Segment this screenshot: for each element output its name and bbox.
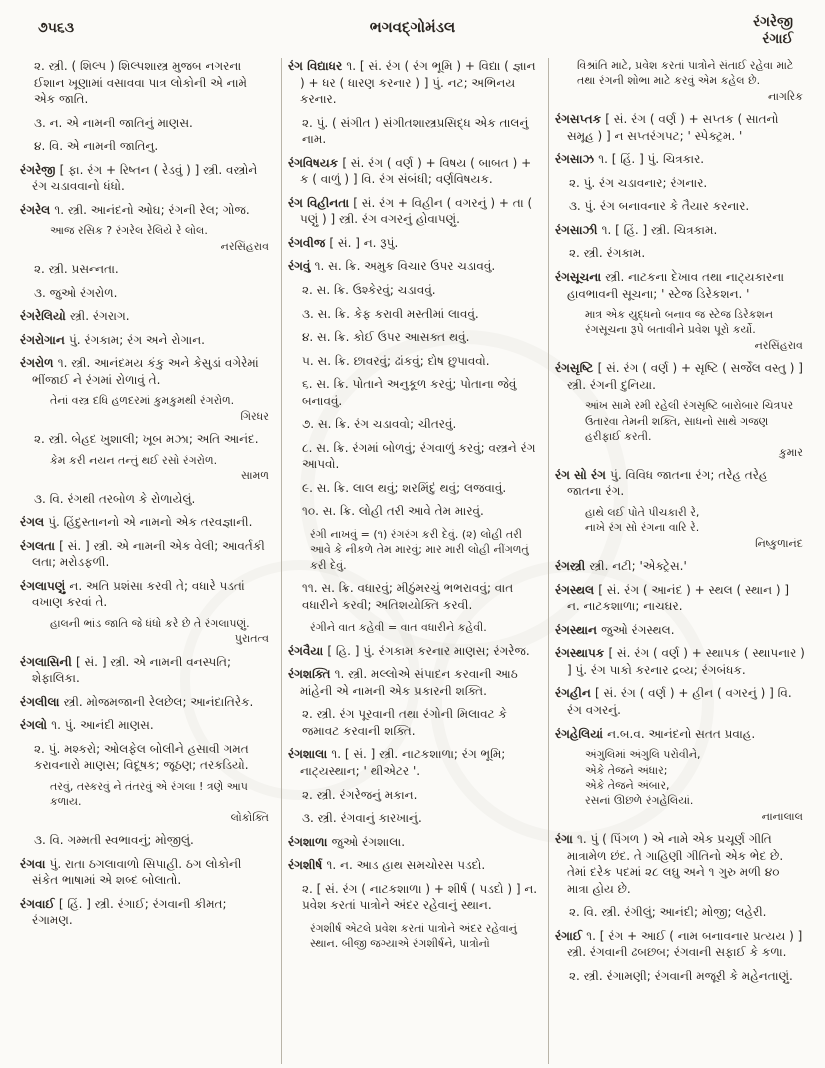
dict-quote — [555, 307, 805, 353]
dict-note — [555, 58, 805, 104]
dict-entry: રંગશીર્ષ ૧. ન. આડ હાથ સમચોરસ પડદો. — [287, 858, 486, 873]
dict-sense: ૨. પું. મશ્કરો; ઓલફેલ બોલીને હસાવી ગમત કરાવનારો માણસ; વિદૂષક; જૂઠણ; તરકડિયો. — [34, 741, 249, 773]
headword: રંગરેજી — [20, 162, 60, 177]
guide-word-bottom: રંગાઈ — [762, 30, 793, 47]
citation: નાનાલાલ — [761, 809, 803, 823]
headword: રંગ સો રંગ — [554, 467, 611, 482]
headword: રંગાઈ — [554, 928, 587, 943]
dict-entry: રંગરેલિયો સ્ત્રી. રંગરાગ. — [20, 309, 130, 324]
quote-line: એકે તેજને અંધાર; — [584, 763, 668, 777]
headword: રંગલીલા — [20, 694, 64, 709]
dict-sense: ૨. પું. ( સંગીત ) સંગીતશાસ્ત્રપ્રસિદ્ધ એક તાલનું નામ. — [301, 115, 529, 147]
quote-line: વિશ્રાંતિ માટે, પ્રવેશ કરતાં પાત્રોને સંતાઈ રહેવા માટે તથા રંગની શોભા માટે કરવું એમ કહેલ છે. — [576, 59, 794, 88]
headword: રંગ વિદ્યાધર — [287, 59, 347, 73]
quote-line: રસનાં ઊછળે રંગહેલિયાં. — [584, 794, 694, 808]
dict-note — [288, 527, 538, 573]
dict-entry: રંગરોગાન પું. રંગકામ; રંગ અને રોગાન. — [20, 332, 205, 347]
headword: રંગશક્તિ — [287, 667, 335, 682]
headword: રંગશાળા — [287, 834, 332, 849]
dict-sense: ૩. સ. ક્રિ. કેફ કરાવી મસ્તીમાં લાવવું. — [301, 306, 479, 321]
column-1 — [14, 58, 281, 1064]
dict-entry: રંગસ્થાપક [ સં. રંગ ( વર્ણ ) + સ્થાપક ( સ્થાપનાર ) ] પું. રંગ પાકો કરનાર દ્રવ્ય; રંગબંધક. — [554, 646, 805, 677]
dict-entry: રંગ વિહીનતા [ સં. રંગ + વિહીન ( વગરનું ) + તા ( પણું ) ] સ્ત્રી. રંગ વગરનું હોવાપણું. — [287, 195, 533, 227]
guide-words — [753, 14, 793, 48]
citation: નાગરિક — [768, 89, 803, 103]
dict-sense: ૨. સ્ત્રી. પ્રસન્નતા. — [34, 262, 119, 277]
dict-sense: ૨. સ્ત્રી. બેહદ ખુશાલી; ખૂબ મઝા; અતિ આનંદ. — [34, 432, 259, 447]
citation: નરસિંહરાવ — [220, 239, 269, 253]
dict-entry: રંગલ પું. હિંદુસ્તાનનો એ નામનો એક તરવજ્ઞાની. — [20, 515, 253, 530]
dict-note — [288, 921, 538, 952]
quote-line: એકે તેજને અંબાર, — [584, 778, 670, 792]
dict-sense: ૨. [ સં. રંગ ( નાટકશાળા ) + શીર્ષ ( પડદો ) ] ન. પ્રવેશ કરતાં પાત્રોને અંદર રહેવાનું સ્થાન. — [301, 881, 538, 913]
dict-sense: ૫. સ. ક્રિ. છાવરવું; ઢાંકવું; દોષ છુપાવવો. — [301, 353, 490, 368]
citation: સામળ — [241, 469, 269, 483]
headword: રંગરોળ — [20, 356, 58, 371]
dict-entry: રંગવાઈ [ હિં. ] સ્ત્રી. રંગાઈ; રંગવાની કીમત; રંગામણ. — [20, 896, 227, 928]
dict-entry: રંગસાઝ ૧. [ હિં. ] પું. ચિત્રકાર. — [554, 152, 705, 167]
dict-sense: ૧૦. સ. ક્રિ. લોહી તરી આવે તેમ મારવું. — [301, 504, 484, 519]
dict-sense: ૩. સ્ત્રી. રંગવાનું કારખાનું. — [301, 811, 422, 826]
dict-sense: ૨. પું. રંગ ચડાવનાર; રંગનાર. — [568, 175, 708, 190]
page-header — [0, 14, 825, 54]
dict-entry: રંગરેજી [ ફા. રંગ + રિષ્તન ( રેડવું ) ] સ્ત્રી. વસ્ત્રોને રંગ ચડાવવાનો ધંધો. — [20, 162, 258, 194]
dict-sense: ૮. સ. ક્રિ. રંગમાં બોળવું; રંગવાળું કરવું; વસ્ત્રને રંગ આપવો. — [301, 440, 536, 472]
headword: રંગસાઝ — [554, 152, 599, 167]
headword: રંગસપ્તક — [554, 112, 606, 127]
dict-sense: ૩. ન. એ નામની જાતિનું માણસ. — [34, 115, 193, 130]
dict-entry: રંગશક્તિ ૧. સ્ત્રી. મલ્લોએ સંપાદન કરવાની આઠ માંહેની એ નામની એક પ્રકારની શક્તિ. — [287, 667, 518, 698]
headword: રંગશીર્ષ — [287, 858, 327, 873]
dict-sense: ૨. સ્ત્રી. રંગામણી; રંગવાની મજૂરી કે મહેનતાણું. — [568, 968, 793, 983]
headword: રંગહેલિયાં — [554, 726, 608, 741]
dict-sense: ૪. વિ. એ નામની જાતિનુ. — [34, 139, 159, 154]
dict-sense: ૨. સ્ત્રી. ( શિલ્પ ) શિલ્પશાસ્ત્ર મુજબ નગરના ઈશાન ખૂણામાં વસાવવા પાત્ર લોકોની એ નામે એક જાતિ. — [34, 59, 248, 107]
headword: રંગવા — [20, 856, 50, 871]
dict-entry: રંગલીલા સ્ત્રી. મોજમજાની રેલછેલ; આનંદાતિરેક. — [20, 694, 254, 709]
dict-entry: રંગશાલા ૧. [ સં. ] સ્ત્રી. નાટકશાળા; રંગ ભૂમિ; નાટ્યસ્થાન; ' થીએટર '. — [287, 747, 506, 778]
quote-line: રંગી નાખવું = (૧) રંગરંગ કરી દેવું. (૨) લોહી તરી આવે કે નીકળે તેમ મારવું; માર મારી લોહી નીંગળતું કરી દેવું. — [309, 528, 529, 572]
dict-sense: ૨. વિ. સ્ત્રી. રંગીલું; આનંદી; મોજી; લહેરી. — [568, 905, 767, 920]
headword: રંગહીન — [554, 686, 595, 701]
dict-entry: રંગવા પું. રાતા ઠગલાવાળો સિપાહી. ઠગ લોકોની સંકેત ભાષામાં એ શબ્દ બોલાતો. — [20, 856, 242, 888]
headword: રંગવું — [287, 259, 315, 274]
dict-quote — [20, 453, 271, 484]
headword: રંગસૂચના — [554, 270, 606, 284]
headword: રંગલ — [20, 515, 49, 530]
dict-entry: રંગવિષયક [ સં. રંગ ( વર્ણ ) + વિષય ( બાબત ) + ક ( વાળું ) ] વિ. રંગ સંબંધી; વર્ણવિષયક. — [287, 155, 532, 187]
citation: ગિરધર — [240, 409, 269, 423]
headword: રંગશાલા — [287, 747, 332, 762]
dict-entry: રંગવૈયા [ હિ. ] પું. રંગકામ કરનાર માણસ; રંગરેજ. — [287, 643, 530, 658]
text-columns — [14, 58, 815, 1064]
dict-entry: રંગ સો રંગ પું. વિવિધ જાતના રંગ; તરેહ તરેહ જાતના રંગ. — [554, 467, 768, 499]
quote-line: હાથે લઈ પોતે પીચકારી રે, — [584, 506, 700, 520]
citation: કુમાર — [778, 445, 803, 459]
headword: રંગવૈયા — [287, 643, 328, 658]
column-3 — [548, 58, 815, 1064]
headword: રંગા — [554, 832, 578, 847]
dict-sense: ૯. સ. ક્રિ. લાલ થવું; શરમિંદું થવું; લજવાવું. — [301, 480, 507, 495]
dict-entry: રંગાઈ ૧. [ રંગ + આઈ ( નામ બનાવનાર પ્રત્યય ) ] સ્ત્રી. રંગવાની ઢબછબ; રંગવાની સફાઈ કે કળા. — [554, 928, 803, 960]
dict-entry: રંગલો ૧. પું. આનંદી માણસ. — [20, 718, 154, 733]
dict-entry: રંગરોળ ૧. સ્ત્રી. આનંદમય કંકુ અને કેસુડાં વગેરેમાં ભીંજાઈ ને રંગમાં રોળાવું તે. — [20, 356, 259, 387]
headword: રંગવિષયક — [287, 155, 343, 170]
dict-entry: રંગ વિદ્યાધર ૧. [ સં. રંગ ( રંગ ભૂમિ ) + વિદ્યા ( જ્ઞાન ) + ધર ( ધારણ કરનાર ) ] પું. નટ; અભિનય કરનાર. — [287, 59, 536, 107]
headword: રંગસ્થલ — [554, 582, 599, 597]
dict-quote — [20, 616, 271, 647]
guide-word-top: રંગરેજી — [753, 14, 793, 30]
dict-sense: ૩. વિ. ગમ્મતી સ્વભાવનું; મોજીલું. — [34, 833, 194, 848]
dict-entry: રંગસૃષ્ટિ [ સં. રંગ ( વર્ણ ) + સૃષ્ટિ ( સર્જેલ વસ્તુ ) ] સ્ત્રી. રંગની દુનિયા. — [554, 361, 803, 392]
dict-quote — [20, 779, 271, 825]
dict-entry: રંગલતા [ સં. ] સ્ત્રી. એ નામની એક વેલી; આવર્તકી લતા; મરોડફળી. — [20, 538, 265, 570]
dict-sense: ૧૧. સ. ક્રિ. વધારવું; મીઠુંમરચું ભભરાવવું; વાત વધારીને કરવી; અતિશયોક્તિ કરવી. — [301, 581, 514, 612]
citation: નિષ્કુળાનંદ — [755, 536, 803, 550]
dict-note — [288, 620, 538, 635]
dict-sense: ૩. જુઓ રંગરોળ. — [34, 285, 118, 300]
dict-entry: રંગસ્થલ [ સં. રંગ ( આનંદ ) + સ્થલ ( સ્થાન ) ] ન. નાટકશાળા; નાચઘર. — [554, 582, 790, 614]
dict-quote — [20, 223, 271, 254]
column-2 — [281, 58, 548, 1064]
headword: રંગસ્ત્રી — [554, 559, 590, 574]
dict-entry: રંગસાઝી ૧. [ હિં. ] સ્ત્રી. ચિત્રકામ. — [554, 222, 718, 237]
dict-entry: રંગરેલ ૧. સ્ત્રી. આનંદનો ઓઘ; રંગની રેલ; ગોજ. — [20, 202, 250, 217]
dict-sense: ૩. વિ. રંગથી તરબોળ કે રોળાયેલું. — [34, 491, 196, 506]
dict-entry: રંગવું ૧. સ. ક્રિ. અમુક વિચાર ઉપર ચડાવવું. — [287, 259, 496, 274]
headword: રંગસ્થાન — [554, 622, 602, 637]
headword: રંગવાઈ — [20, 896, 59, 911]
quote-line: આજ રસિક ? રંગરેલ રેલિયે રે લોલ. — [50, 224, 208, 238]
quote-line: માત્ર એક યુદ્ધનો બનાવ જ સ્ટેજ ડિરેકશન રંગસૂચના રૂપે બતાવીને પ્રવેશ પૂરો કર્યો. — [584, 308, 774, 337]
quote-line: હાલની ભાંડ જાતિ જે ધંધો કરે છે તે રંગલાપણું. — [50, 616, 250, 630]
dict-entry: રંગા ૧. પું ( પિંગળ ) એ નામે એક પ્રચૂર્ણ ગીતિ માત્રામેળ છંદ. તે ગાહિણી ગીતિનો એક ભેદ છે. તેમાં દરેક પદમાં ૨૮ લઘુ અને ૧ ગુરુ મળી ૪૦ માત્રા હોય છે. — [554, 832, 784, 896]
dict-sense: ૬. સ. ક્રિ. પોતાને અનુકૂળ કરવું; પોતાના જેવું બનાવવું. — [301, 377, 517, 408]
dict-sense: ૪. સ. ક્રિ. કોઈ ઉપર આસક્ત થવું. — [301, 330, 470, 345]
dict-sense: ૩. પું. રંગ બનાવનાર કે તૈયાર કરનાર. — [568, 199, 750, 214]
headword: રંગરેલિયો — [20, 309, 70, 324]
headword: રંગરેલ — [20, 202, 55, 217]
dict-sense: ૨. સ્ત્રી. રંગ પૂરવાની તથા રંગોની મિલાવટ કે જમાવટ કરવાની શક્તિ. — [301, 707, 507, 738]
dict-sense: ૭. સ. ક્રિ. રંગ ચડાવવો; ચીતરવું. — [301, 417, 457, 432]
citation: લોકોક્તિ — [230, 810, 269, 824]
quote-line: નાખે રંગ સો રંગના વારિ રે. — [584, 521, 700, 535]
dict-entry: રંગલાપણું ન. અતિ પ્રશંસા કરવી તે; વધારે પડતાં વખાણ કરવાં તે. — [20, 578, 245, 610]
dict-entry: રંગવીજ [ સં. ] ન. રૂપું. — [287, 235, 399, 250]
dict-quote — [555, 747, 805, 824]
dict-quote — [555, 505, 805, 551]
headword: રંગવીજ — [287, 235, 330, 250]
headword: રંગરોગાન — [20, 332, 69, 347]
quote-line: કેમ કરી નયન તન્તું થઈ રસો રંગરોળ. — [50, 453, 218, 467]
quote-line: અંગુલિમાં અંગુલિ પરોવીને, — [584, 748, 701, 762]
headword: રંગસૃષ્ટિ — [554, 361, 598, 376]
dict-quote — [555, 398, 805, 460]
dict-sense: ૨. સ્ત્રી. રંગરેજનું મકાન. — [301, 787, 418, 802]
dict-entry: રંગહીન [ સં. રંગ ( વર્ણ ) + હીન ( વગરનું ) ] વિ. રંગ વગરનું. — [554, 686, 792, 718]
dict-entry: રંગસ્થાન જુઓ રંગસ્થલ. — [554, 622, 675, 637]
dict-sense: ૨. સ. ક્રિ. ઉશ્કેરવું; ચડાવવું. — [301, 283, 436, 298]
quote-line: આંખ સામે રમી રહેલી રંગસૃષ્ટિ બારોબાર ચિત્રપર ઉતારવા તેમની શક્તિ, સાધનો સાથે ગજણ હરીફાઈ કરતી. — [584, 399, 794, 444]
quote-line: રંગશીર્ષ એટલે પ્રવેશ કરતાં પાત્રોને અંદર રહેવાનું સ્થાન. બીજી જગ્યાએ રંગશીર્ષને, પાત્રોનો — [309, 921, 517, 951]
quote-line: તેનાં વસ્ત્ર દધિ હળદરમાં કુમકુમથી રંગરોળ. — [50, 394, 235, 408]
headword: રંગલાપણું — [20, 578, 70, 593]
headword: રંગલતા — [20, 538, 60, 553]
dict-entry: રંગશાળા જુઓ રંગશાલા. — [287, 834, 406, 849]
dict-entry: રંગસ્ત્રી સ્ત્રી. નટી; 'એક્ટ્રેસ.' — [554, 559, 687, 574]
dict-entry: રંગસપ્તક [ સં. રંગ ( વર્ણ ) + સપ્તક ( સાતનો સમૂહ ) ] ન સપ્તરંગપટ; ' સ્પેક્ટ્રમ. ' — [554, 112, 779, 143]
book-title: ભગવદ્ગોમંડલ — [369, 18, 456, 36]
headword: રંગલાસિની — [20, 654, 76, 669]
headword: રંગલો — [20, 718, 52, 733]
quote-line: રંગીને વાત કહેવી = વાત વધારીને કહેવી. — [309, 621, 487, 635]
page-number: ૭૫૬૩ — [38, 20, 75, 36]
dict-entry: રંગસૂચના સ્ત્રી. નાટકના દેખાવ તથા નાટ્યકારના હાવભાવની સૂચના; ' સ્ટેજ ડિરેકશન. ' — [554, 270, 785, 301]
quote-line: તરવું, તસ્કરવું ને તંતરવું એ રંગલા ! ત્રણે આપ કળાય. — [50, 779, 248, 809]
dict-entry: રંગહેલિયાં ન.બ.વ. આનંદનો સતત પ્રવાહ. — [554, 726, 756, 741]
dict-quote — [20, 393, 271, 424]
headword: રંગ વિહીનતા — [287, 195, 354, 210]
citation: નરસિંહરાવ — [754, 338, 803, 352]
headword: રંગસ્થાપક — [554, 646, 609, 661]
headword: રંગસાઝી — [554, 222, 602, 237]
dict-sense: ૨. સ્ત્રી. રંગકામ. — [568, 246, 646, 261]
citation: પુરાતત્વ — [234, 632, 269, 646]
dict-entry: રંગલાસિની [ સં. ] સ્ત્રી. એ નામની વનસ્પતિ; શેફાલિકા. — [20, 654, 232, 686]
